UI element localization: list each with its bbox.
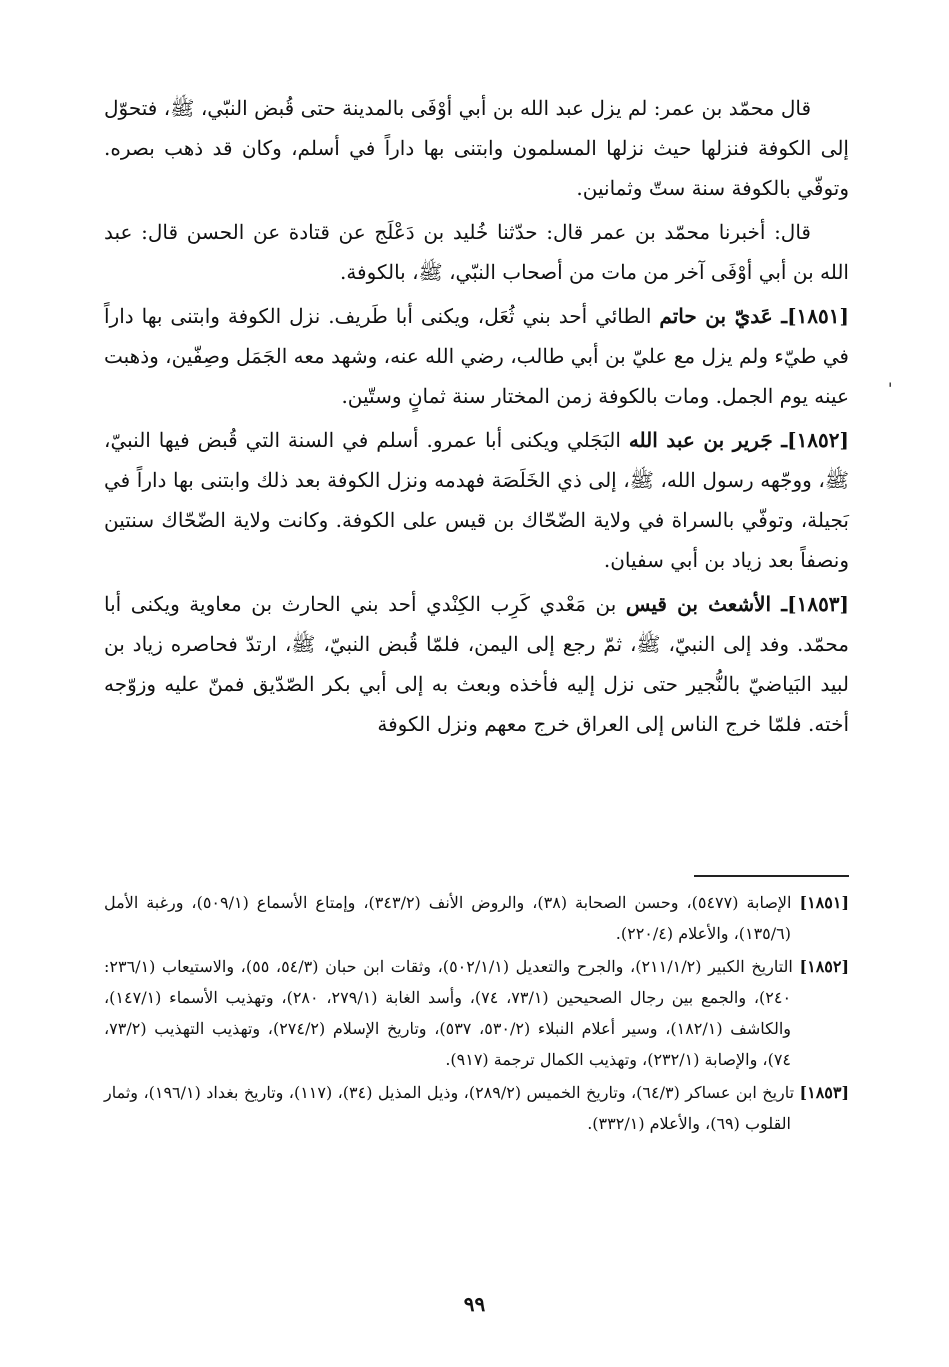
footnote-1853 — [104, 1077, 849, 1139]
footnote-1851 — [104, 887, 849, 949]
paragraph-2: قال: أخبرنا محمّد بن عمر قال: حدّثنا خُليد بن دَعْلَج عن قتادة عن الحسن قال: عبد الله بن أبي أوْفَى آخر من مات من أصحاب النبّي، ﷺ، بالكوفة. — [104, 220, 849, 284]
footnote-text: الإصابة (٥٤٧٧)، وحسن الصحابة (٣٨)، والروض الأنف (٣٤٣/٢)، وإمتاع الأسماع (٥٠٩/١)، ورغبة الأمل (١٣٥/٦)، والأعلام (٢٢٠/٤). — [104, 893, 800, 943]
footnote-text: التاريخ الكبير (٢١١/١/٢)، والجرح والتعديل (٥٠٢/١/١)، وثقات ابن حبان (٥٤/٣، ٥٥)، والاستيعاب (٢٣٦/١: ٢٤٠)، والجمع بين رجال الصحيحين (٧٣/١، ٧٤)، وأسد الغابة (٢٧٩/١، ٢٨٠)، وتهذيب الأسماء (١٤٧/١)، والكاشف (١٨٢/١)، وسير أعلام النبلاء (٥٣٠/٢، ٥٣٧)، وتاريخ الإسلام (٢٧٤/٢)، وتهذيب التهذيب (٧٣/٢، ٧٤)، والإصابة (٢٣٢/١)، وتهذيب الكمال ترجمة (٩١٧). — [104, 957, 800, 1069]
page-number: ٩٩ — [463, 1292, 486, 1316]
paragraph-1: قال محمّد بن عمر: لم يزل عبد الله بن أبي أوْفَى بالمدينة حتى قُبض النبّي، ﷺ، فتحوّل إلى الكوفة فنزلها حيث نزلها المسلمون وابتنى بها داراً في أسلم، وكان قد ذهب بصره. وتوفّي بالكوفة سنة ستّ وثمانين. — [104, 96, 849, 200]
entry-1851 — [104, 296, 849, 416]
footnote-1852 — [104, 951, 849, 1075]
entry-number: [١٨٥٢] — [787, 428, 849, 452]
entry-text: الطائي أحد بني ثُعَل، ويكنى أبا طَريف. نزل الكوفة وابتنى بها داراً في طيّء ولم يزل مع عليّ بن أبي طالب، رضي الله عنه، وشهد معه الجَمَل وصِفّين، وذهبت عينه يوم الجمل. ومات بالكوفة زمن المختار سنة ثمانٍ وستّين. — [104, 304, 849, 408]
main-text — [104, 88, 849, 748]
footnote-text: تاريخ ابن عساكر (٦٤/٣)، وتاريخ الخميس (٢٨٩/٢)، وذيل المذيل (٣٤)، (١١٧)، وتاريخ بغداد (١٩٦/١)، وثمار القلوب (٦٩)، والأعلام (٣٣٢/١). — [104, 1083, 800, 1133]
entry-name: ـ جَرير بن عبد الله — [628, 428, 788, 452]
entry-number: [١٨٥١] — [787, 304, 849, 328]
footnote-number: [١٨٥٣] — [799, 1083, 850, 1102]
footnote-number: [١٨٥١] — [799, 893, 850, 912]
entry-1853 — [104, 584, 849, 744]
entry-name: ـ عَديّ بن حاتم — [659, 304, 788, 328]
entry-number: [١٨٥٣] — [787, 592, 850, 616]
footnote-divider — [694, 875, 849, 877]
footnote-number: [١٨٥٢] — [799, 957, 850, 976]
footnotes — [104, 887, 849, 1141]
entry-1852 — [104, 420, 849, 580]
margin-mark: ' — [888, 379, 893, 398]
entry-text: البَجَلي ويكنى أبا عمرو. أسلم في السنة التي قُبض فيها النبيّ، ﷺ، ووجّهه رسول الله، ﷺ، إلى ذي الخَلَصَة فهدمه ونزل الكوفة بعد ذلك وابتنى بها داراً في بَجيلة، وتوفّي بالسراة في ولاية الضّحّاك بن قيس على الكوفة. وكانت ولاية الضّحّاك سنتين ونصفاً بعد زياد بن أبي سفيان. — [104, 428, 850, 572]
entry-name: ـ الأشعث بن قيس — [625, 592, 788, 616]
entry-text: بن مَعْدي كَرِب الكِنْدي أحد بني الحارث بن معاوية ويكنى أبا محمّد. وفد إلى النبيّ، ﷺ، ثمّ رجع إلى اليمن، فلمّا قُبض النبيّ، ﷺ، ارتدّ فحاصره زياد بن لبيد البَياضيّ بالنُّجير حتى نزل إليه فأخذه وبعث به إلى أبي بكر الصّدّيق فمنّ عليه وزوّجه أخته. فلمّا خرج الناس إلى العراق خرج معهم ونزل الكوفة — [104, 592, 849, 736]
